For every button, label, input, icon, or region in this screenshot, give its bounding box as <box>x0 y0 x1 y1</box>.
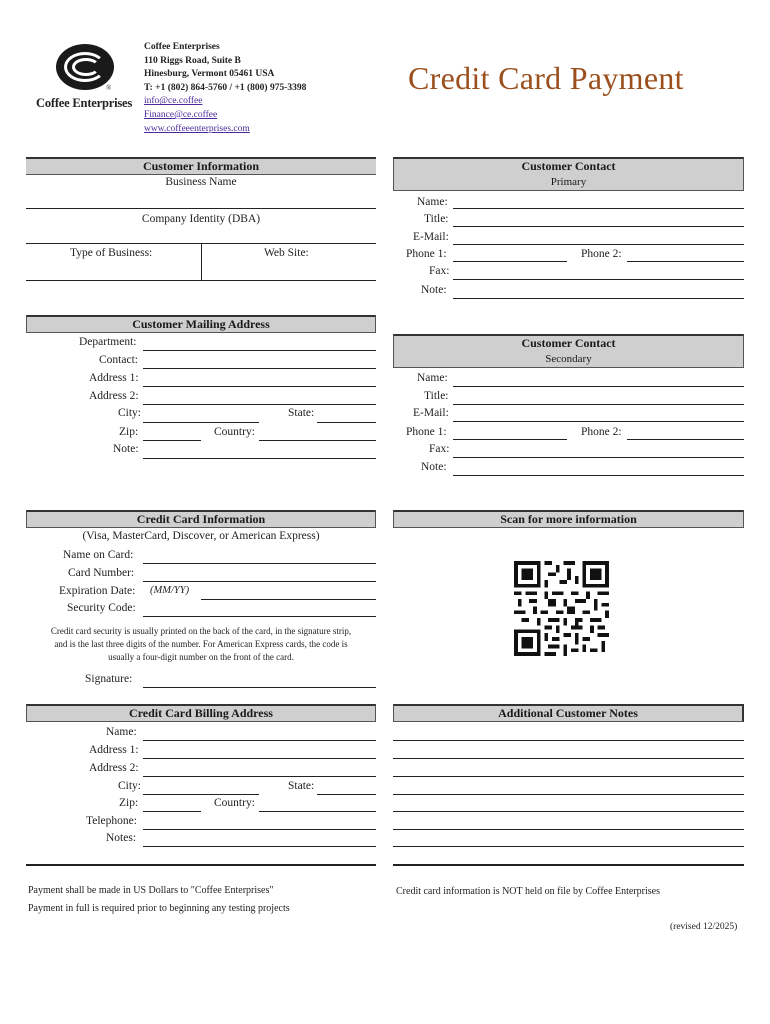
company-identity-label: Company Identity (DBA) <box>141 213 261 225</box>
name-on-card-field[interactable] <box>143 563 376 564</box>
mailing-contact-label: Contact: <box>99 354 138 366</box>
company-address-block <box>144 41 306 136</box>
contact-secondary-sub: Secondary <box>545 353 592 365</box>
mailing-heading: Customer Mailing Address <box>26 315 376 333</box>
secondary-note-label: Note: <box>421 461 447 473</box>
secondary-phone2-label: Phone 2: <box>581 426 622 438</box>
additional-notes-bottom-rule <box>393 864 744 866</box>
secondary-phone1-field[interactable] <box>453 439 567 440</box>
mailing-state-field[interactable] <box>317 422 376 423</box>
mailing-note-field[interactable] <box>143 458 376 459</box>
billing-address2-label: Address 2: <box>89 762 139 774</box>
billing-bottom-rule <box>26 864 376 866</box>
primary-title-field[interactable] <box>453 226 744 227</box>
mailing-zip-label: Zip: <box>119 426 139 438</box>
company-name: Coffee Enterprises <box>144 42 220 52</box>
billing-notes-field[interactable] <box>143 846 376 847</box>
mailing-zip-field[interactable] <box>143 440 201 441</box>
additional-notes-line-3[interactable] <box>393 776 744 777</box>
company-address-line2: Hinesburg, Vermont 05461 USA <box>144 69 275 80</box>
secondary-name-label: Name: <box>417 372 448 384</box>
business-divider <box>201 243 202 281</box>
billing-city-field[interactable] <box>143 794 259 795</box>
signature-field[interactable] <box>143 687 376 688</box>
secondary-phone1-label: Phone 1: <box>406 426 447 438</box>
secondary-phone2-field[interactable] <box>627 439 744 440</box>
mailing-contact-field[interactable] <box>143 368 376 369</box>
mailing-address2-field[interactable] <box>143 404 376 405</box>
mailing-state-label: State: <box>288 407 315 419</box>
additional-notes-line-6[interactable] <box>393 829 744 830</box>
company-address-line1: 110 Riggs Road, Suite B <box>144 55 241 66</box>
primary-email-label: E-Mail: <box>413 231 449 243</box>
secondary-email-label: E-Mail: <box>413 407 449 419</box>
expiration-format-hint: (MM/YY) <box>150 585 190 596</box>
primary-name-label: Name: <box>417 196 448 208</box>
billing-notes-label: Notes: <box>106 832 137 844</box>
card-number-field[interactable] <box>143 581 376 582</box>
expiration-label: Expiration Date: <box>59 585 136 597</box>
billing-telephone-label: Telephone: <box>86 815 137 827</box>
footer-payment-currency: Payment shall be made in US Dollars to "Coffee Enterprises" <box>28 885 274 896</box>
company-phone: T: +1 (802) 864-5760 / +1 (800) 975-3398 <box>144 82 307 93</box>
additional-notes-line-7[interactable] <box>393 846 744 847</box>
website-link[interactable]: www.coffeeenterprises.com <box>144 123 250 134</box>
secondary-email-field[interactable] <box>453 421 744 422</box>
primary-note-field[interactable] <box>453 298 744 299</box>
billing-address2-field[interactable] <box>143 776 376 777</box>
additional-notes-line-1[interactable] <box>393 740 744 741</box>
mailing-address1-field[interactable] <box>143 386 376 387</box>
secondary-fax-field[interactable] <box>453 457 744 458</box>
mailing-department-field[interactable] <box>143 350 376 351</box>
page-title: Credit Card Payment <box>408 60 684 96</box>
logo-wordmark: Coffee Enterprises <box>36 96 133 110</box>
mailing-address1-label: Address 1: <box>89 372 139 384</box>
billing-address1-field[interactable] <box>143 758 376 759</box>
footer-payment-in-full: Payment in full is required prior to beginning any testing projects <box>28 903 290 914</box>
secondary-title-field[interactable] <box>453 404 744 405</box>
secondary-note-field[interactable] <box>453 475 744 476</box>
expiration-field[interactable] <box>201 599 376 600</box>
billing-name-field[interactable] <box>143 740 376 741</box>
business-type-website-field[interactable] <box>26 280 376 281</box>
security-code-note: Credit card security is usually printed on the back of the card, in the signature strip, and is the last three digits of the number. For American Express cards, the code is usually a four-digit number on the front of the card. <box>50 626 352 662</box>
footer-card-not-held: Credit card information is NOT held on file by Coffee Enterprises <box>396 886 661 897</box>
business-name-label: Business Name <box>165 176 237 188</box>
registered-mark: ® <box>106 84 112 92</box>
secondary-name-field[interactable] <box>453 386 744 387</box>
card-info-heading: Credit Card Information <box>26 510 376 528</box>
qr-code[interactable] <box>514 561 609 656</box>
secondary-fax-label: Fax: <box>429 443 450 455</box>
info-email-link[interactable]: info@ce.coffee <box>144 96 203 107</box>
mailing-city-field[interactable] <box>143 422 259 423</box>
contact-primary-heading: Customer Contact Primary <box>393 157 744 191</box>
name-on-card-label: Name on Card: <box>63 549 134 561</box>
mailing-city-label: City: <box>118 407 142 419</box>
additional-notes-heading: Additional Customer Notes <box>393 704 744 722</box>
mailing-note-label: Note: <box>113 443 139 455</box>
signature-label: Signature: <box>85 673 133 685</box>
billing-state-field[interactable] <box>317 794 376 795</box>
primary-title-label: Title: <box>424 213 449 225</box>
primary-fax-field[interactable] <box>453 279 744 280</box>
primary-name-field[interactable] <box>453 208 744 209</box>
billing-telephone-field[interactable] <box>143 829 376 830</box>
customer-info-heading: Customer Information <box>26 157 376 175</box>
billing-city-label: City: <box>118 780 142 792</box>
type-of-business-label: Type of Business: <box>70 247 153 259</box>
billing-heading: Credit Card Billing Address <box>26 704 376 722</box>
mailing-address2-label: Address 2: <box>89 390 139 402</box>
primary-phone2-field[interactable] <box>627 261 744 262</box>
web-site-label: Web Site: <box>264 247 309 259</box>
primary-email-field[interactable] <box>453 244 744 245</box>
primary-fax-label: Fax: <box>429 265 450 277</box>
mailing-country-field[interactable] <box>259 440 376 441</box>
billing-address1-label: Address 1: <box>89 744 139 756</box>
scan-heading: Scan for more information <box>393 510 744 528</box>
billing-zip-field[interactable] <box>143 811 201 812</box>
mailing-country-label: Country: <box>214 426 255 438</box>
security-code-field[interactable] <box>143 616 376 617</box>
contact-secondary-heading: Customer Contact Secondary <box>393 334 744 368</box>
additional-notes-line-4[interactable] <box>393 794 744 795</box>
mailing-department-label: Department: <box>79 336 137 348</box>
billing-zip-label: Zip: <box>119 797 139 809</box>
primary-phone2-label: Phone 2: <box>581 248 622 260</box>
revision-date: (revised 12/2025) <box>670 922 738 932</box>
primary-phone1-field[interactable] <box>453 261 567 262</box>
secondary-title-label: Title: <box>424 390 449 402</box>
additional-notes-line-2[interactable] <box>393 758 744 759</box>
finance-email-link[interactable]: Finance@ce.coffee <box>144 109 218 120</box>
business-name-field[interactable] <box>26 208 376 209</box>
card-types-note: (Visa, MasterCard, Discover, or American Express) <box>82 530 320 542</box>
primary-phone1-label: Phone 1: <box>406 248 447 260</box>
billing-country-label: Country: <box>214 797 255 809</box>
billing-country-field[interactable] <box>259 811 376 812</box>
primary-note-label: Note: <box>421 284 447 296</box>
security-code-label: Security Code: <box>67 602 136 614</box>
additional-notes-line-5[interactable] <box>393 811 744 812</box>
billing-name-label: Name: <box>106 726 137 738</box>
contact-primary-sub: Primary <box>550 176 587 188</box>
card-number-label: Card Number: <box>68 567 135 579</box>
billing-state-label: State: <box>288 780 315 792</box>
